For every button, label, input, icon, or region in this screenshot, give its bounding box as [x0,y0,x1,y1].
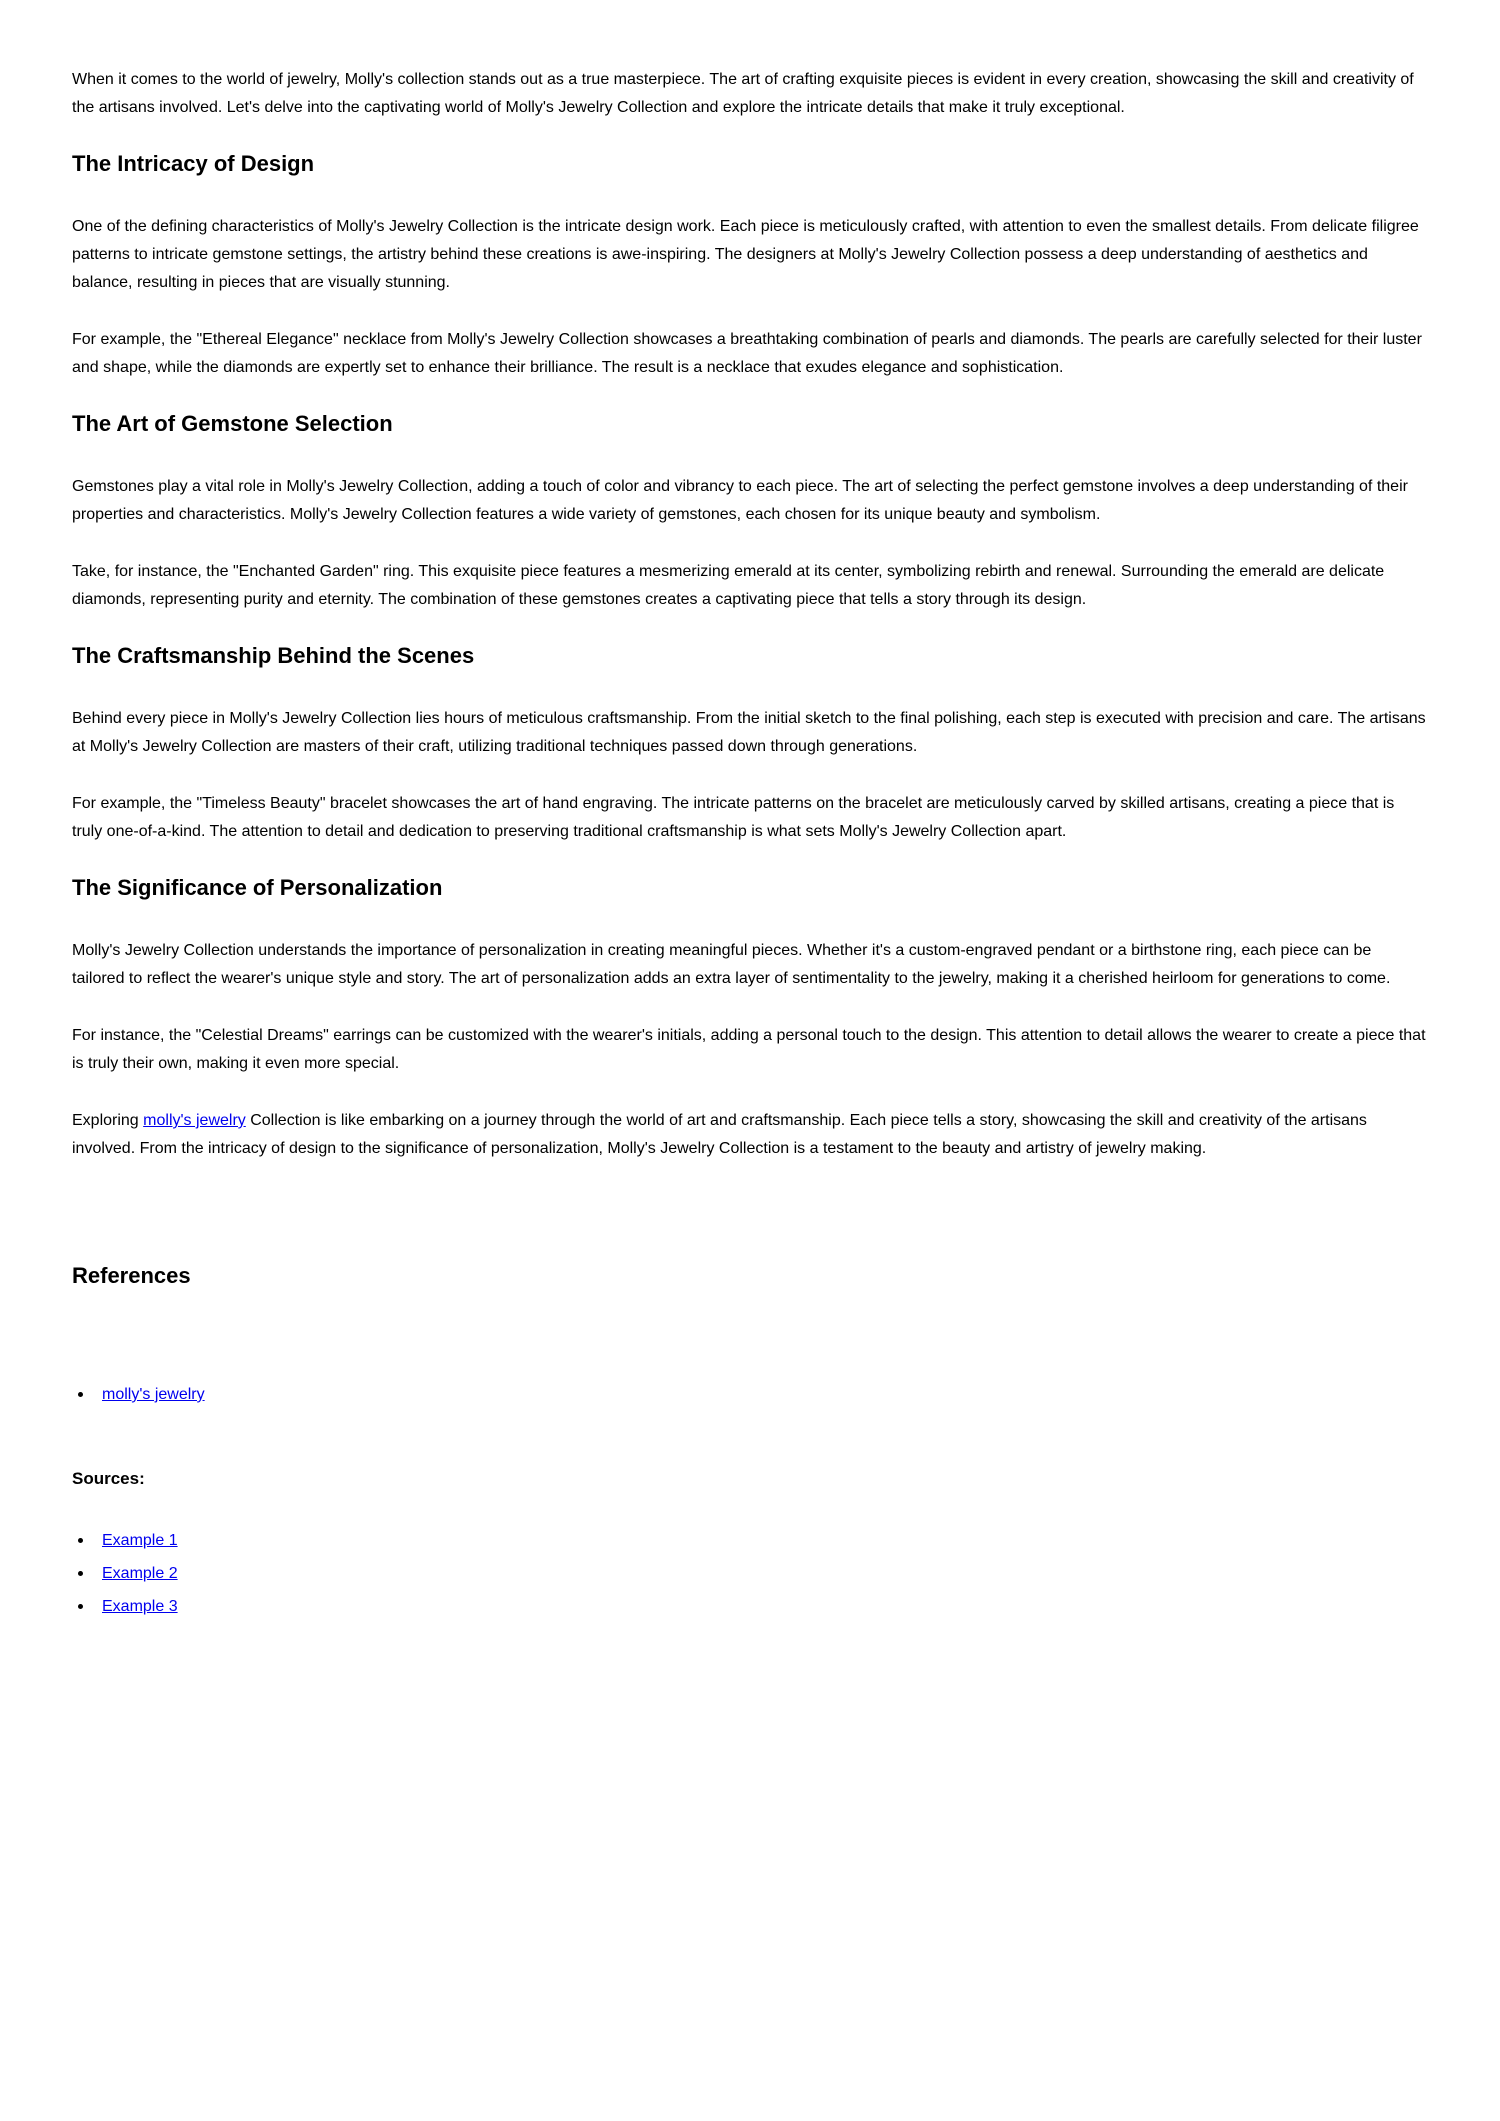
paragraph: Behind every piece in Molly's Jewelry Collection lies hours of meticulous craftsmanship. From the initial sketch to the final polishing, each step is executed with precision and care. The artisans at Molly's Jewelry Collection are masters of their craft, utilizing traditional techniques passed down through generations. [72,710,1426,755]
paragraph: For instance, the "Celestial Dreams" earrings can be customized with the wearer's initials, adding a personal touch to the design. This attention to detail allows the wearer to create a piece that is truly their own, making it even more special. [72,1027,1426,1072]
section-heading-craftsmanship: The Craftsmanship Behind the Scenes [72,643,475,668]
example-2-link[interactable]: Example 2 [102,1565,178,1582]
source-item [72,1593,1428,1621]
source-item [72,1527,1428,1555]
paragraph: Take, for instance, the "Enchanted Garden" ring. This exquisite piece features a mesmerizing emerald at its center, symbolizing rebirth and renewal. Surrounding the emerald are delicate diamonds, representing purity and eternity. The combination of these gemstones creates a captivating piece that tells a story through its design. [72,563,1385,608]
sources-heading: Sources: [72,1469,145,1488]
section-heading-intricacy-of-design: The Intricacy of Design [72,151,315,176]
paragraph: One of the defining characteristics of Molly's Jewelry Collection is the intricate design work. Each piece is meticulously crafted, with attention to even the smallest details. From delicate filigree patterns to intricate gemstone settings, the artistry behind these creations is awe-inspiring. The designers at Molly's Jewelry Collection possess a deep understanding of aesthetics and balance, resulting in pieces that are visually stunning. [72,218,1419,291]
mollys-jewelry-inline-link[interactable]: molly's jewelry [143,1112,246,1129]
mollys-jewelry-reference-link[interactable]: molly's jewelry [102,1386,205,1403]
reference-item [72,1381,1428,1409]
section-heading-gemstone-selection: The Art of Gemstone Selection [72,411,393,436]
source-item [72,1560,1428,1588]
example-3-link[interactable]: Example 3 [102,1598,178,1615]
closing-paragraph [72,1107,1428,1163]
closing-text-after-link: Collection is like embarking on a journey through the world of art and craftsmanship. Each piece tells a story, showcasing the skill and creativity of the artisans involved. From the intricacy of design to the significance of personalization, Molly's Jewelry Collection is a testament to the beauty and artistry of jewelry making. [72,1112,1367,1157]
paragraph: For example, the "Timeless Beauty" bracelet showcases the art of hand engraving. The intricate patterns on the bracelet are meticulously carved by skilled artisans, creating a piece that is truly one-of-a-kind. The attention to detail and dedication to preserving traditional craftsmanship is what sets Molly's Jewelry Collection apart. [72,795,1395,840]
closing-text-before-link: Exploring [72,1112,144,1129]
paragraph: For example, the "Ethereal Elegance" necklace from Molly's Jewelry Collection showcases a breathtaking combination of pearls and diamonds. The pearls are carefully selected for their luster and shape, while the diamonds are expertly set to enhance their brilliance. The result is a necklace that exudes elegance and sophistication. [72,331,1422,376]
section-heading-personalization: The Significance of Personalization [72,875,443,900]
example-1-link[interactable]: Example 1 [102,1532,178,1549]
paragraph: Molly's Jewelry Collection understands the importance of personalization in creating meaningful pieces. Whether it's a custom-engraved pendant or a birthstone ring, each piece can be tailored to reflect the wearer's unique style and story. The art of personalization adds an extra layer of sentimentality to the jewelry, making it a cherished heirloom for generations to come. [72,942,1391,987]
intro-paragraph: When it comes to the world of jewelry, Molly's collection stands out as a true masterpiece. The art of crafting exquisite pieces is evident in every creation, showcasing the skill and creativity of the artisans involved. Let's delve into the captivating world of Molly's Jewelry Collection and explore the intricate details that make it truly exceptional. [72,71,1414,116]
references-heading: References [72,1263,191,1288]
paragraph: Gemstones play a vital role in Molly's Jewelry Collection, adding a touch of color and vibrancy to each piece. The art of selecting the perfect gemstone involves a deep understanding of their properties and characteristics. Molly's Jewelry Collection features a wide variety of gemstones, each chosen for its unique beauty and symbolism. [72,478,1408,523]
sources-list [72,1527,1428,1621]
references-list [72,1381,1428,1409]
